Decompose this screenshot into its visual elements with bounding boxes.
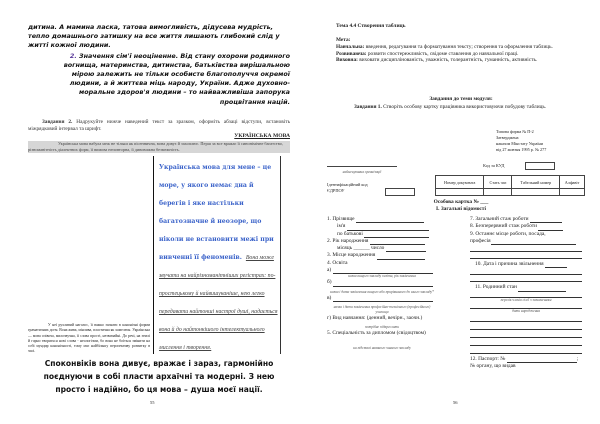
edu-text: введення, редагування та форматування тексту; створення та оформлення таблиць. [365, 43, 553, 50]
field-label: 11. Родинний стан [475, 284, 517, 291]
field-specialty: 5. Спеціальність за дипломом (свідоцтвом) [327, 330, 426, 337]
table-cell[interactable] [560, 189, 585, 196]
field-label: 12. Паспорт: № [470, 355, 506, 362]
caption-11a: перелік членів сім'ї з зазначенням [500, 297, 552, 302]
task1-label: Завдання 1. [354, 104, 382, 110]
kud-label: Код за КУД [483, 163, 505, 168]
field-label: а) [327, 267, 332, 274]
form-note-line: від 27 жовтня 1995 р. № 277 [496, 147, 547, 152]
closing-paragraph: Споконвіків вона дивує, вражає і зараз, гармонійно поєднуючи в собі пласти архаїчні та модерні. З нею просто і надійно, бо ця мова – душа моєї нації. [43, 359, 275, 395]
field-label: місяць ______ число [337, 245, 385, 252]
field-dismissal[interactable] [470, 261, 582, 268]
task1 [336, 104, 586, 111]
gray-paragraph: Українська мова набула меж не тільки як пісеннична, вона дивує й захоплює. Перш за все вражає її синонімічне багатство, різноманітність діалектних форм, її вимова неповторна, її дивовижна безмежність. [28, 141, 290, 153]
page-number-left: 55 [150, 400, 155, 405]
field-label: ім'я [337, 223, 346, 230]
task2-label: Завдання 2. [42, 118, 73, 125]
id-label: Ідентифікаційний код ЄДРПОУ [327, 182, 368, 193]
caption-a: назва вищого закладу освіти, рік закінчення [348, 274, 416, 279]
field-continuous-experience[interactable] [470, 223, 582, 230]
table-header: Номер документа [436, 176, 484, 189]
caption-g: потрібне підкреслити [364, 325, 400, 330]
field-label: 7. Загальний стаж роботи [470, 216, 529, 222]
doc-table [435, 175, 585, 196]
italic-text: Вона може звучати на найрізноманітніших регістрах: по-простецькому й найвишуканіше, нею легко передавати найтонші настрої душі, надається вона й до найтонкішого інтелектуального мислення і творення. [159, 255, 278, 352]
field-patronymic[interactable] [327, 231, 437, 238]
text-row [28, 156, 290, 354]
field-last-job: 9. Останнє місце роботи, посада, [470, 230, 546, 237]
field-birth-year[interactable] [327, 238, 437, 245]
kud-field[interactable] [525, 162, 555, 170]
field-g: г) Вид навчання: (денний, вечірн., заочн.) [327, 314, 423, 321]
task2-text: Надрукуйте нижче наведений текст за зразком, оформіть абзаці відступи, встановіть міжрядковий інтервал та шрифт. [28, 118, 290, 132]
table-header: Табельний номер [512, 176, 560, 189]
field-b[interactable] [327, 279, 437, 286]
styled-text-box [153, 156, 281, 354]
form-note-line: Затверджена [496, 135, 519, 140]
field-profession[interactable] [470, 238, 582, 245]
task2 [28, 119, 290, 133]
table-cell[interactable] [512, 189, 560, 196]
up-text: виховати дисциплінованість, уважність, толерантність, гуманність, активність. [359, 57, 538, 64]
field-marital-status[interactable] [470, 284, 582, 291]
right-fields [470, 216, 582, 370]
field-label: 2. Рік народження [327, 237, 369, 244]
dev-text: розвити спостережливість, свідоме ставлення до навчальної праці. [367, 50, 519, 57]
field-birthplace[interactable] [327, 252, 437, 259]
field-passport-issuer: № органу, що видав [470, 363, 516, 370]
card-heading [336, 199, 586, 214]
goals [336, 37, 586, 64]
caption-v: назва і дата закінчення професійно-технічного (професійного) училища [333, 304, 431, 314]
table-cell[interactable] [484, 189, 512, 196]
dev-label: Розвиваюча: [336, 50, 367, 57]
tasks-heading: Завдання до теми модуля: [429, 96, 493, 102]
field-label: в) [327, 294, 332, 301]
paragraph-text: Значення сім'ї неоціненне. Від стану охорони родинного вогнища, материнства, дитинства, батьківства вирішальною мірою залежить не тільки особисте благополуччя окремої людини, а й життєва міць народу, України. Адже духовно-моральне здоров'я людини – то найважливіша запорука процвітання націй. [63, 51, 290, 106]
left-page [28, 23, 290, 396]
caption-11b: дати народження [512, 308, 540, 313]
form-note-line: Типова форма № П-2 [496, 129, 534, 134]
left-fields [327, 216, 437, 351]
field-label: 10. Дата і причина звільнення [475, 261, 544, 268]
paragraph-value-of-family [48, 52, 290, 107]
field-label: 1. Прізвище [327, 216, 355, 222]
caption-5: на підставі наявного чинного закладу [353, 345, 411, 350]
section-title: І. Загальні відомості [436, 206, 486, 213]
field-education: 4. Освіта [327, 259, 348, 266]
small-paragraph: У неї рухливий наголос, її важко загнати в канонічні форми граматичних догм. Вона жива, мінлива, пластична як хамелеон. Українська — мова співоча, милозвучна, її слова прості, незвичайні. До речі, на землі й гарно творяться нові слова - неологізми, бо вона не боїться змінити на собі мундир канонічності, тому має найбільшу перспективу розвитку в часі. [28, 323, 150, 354]
field-a[interactable] [327, 267, 437, 274]
field-passport[interactable]: 12. Паспорт: № ; [470, 355, 579, 362]
field-label: по батькові [337, 230, 363, 237]
field-label: 8. Безперервний стаж роботи [470, 223, 537, 230]
task1-text: Створіть особову картку працівника використовуючи побудову таблиць. [383, 104, 547, 110]
org-line [327, 166, 397, 167]
field-label: б) [327, 279, 332, 286]
form-note [496, 129, 546, 153]
table-cell[interactable] [436, 189, 484, 196]
field-label: 3. Місце народження [327, 252, 376, 259]
topic-title: Тема 4.4 Створення таблиць [336, 23, 406, 29]
up-label: Виховна: [336, 57, 358, 64]
table-header: Алфавіт [560, 176, 585, 189]
goal-label: Мета: [336, 37, 351, 43]
form-note-line: наказом Мінстату України [496, 141, 544, 146]
id-field[interactable] [385, 188, 415, 196]
org-caption: найменування організації [342, 170, 382, 174]
caption-b: назва і дата закінчення вищого або прирівняного до нього закладу* [330, 289, 434, 294]
edu-label: Навчальна: [336, 43, 365, 50]
card-title: Особова картка № ___ [433, 199, 489, 205]
paragraph-family: дитина. А мамина ласка, татова вимогливість, дідусева мудрість, тепло домашнього затишку на все життя лишають глибокий слід у житті кожної людини. [28, 23, 280, 50]
blue-text: Українська мова для мене – це море, у якого немає дна й берегів і яке настільки багатозначне й неозоре, що ніколи не встановити межі при вивченні її феноменів. [159, 164, 274, 262]
field-birth-month[interactable] [327, 245, 437, 252]
field-surname[interactable] [327, 216, 437, 223]
table-header: Стать чає [484, 176, 512, 189]
page-number-right: 56 [453, 400, 458, 405]
heading-ukrainian-language: УКРАЇНСЬКА МОВА [234, 133, 290, 140]
field-label: професія [470, 237, 491, 244]
list-number: 2. [69, 51, 77, 60]
field-v[interactable] [327, 295, 437, 302]
field-name[interactable] [327, 223, 437, 230]
